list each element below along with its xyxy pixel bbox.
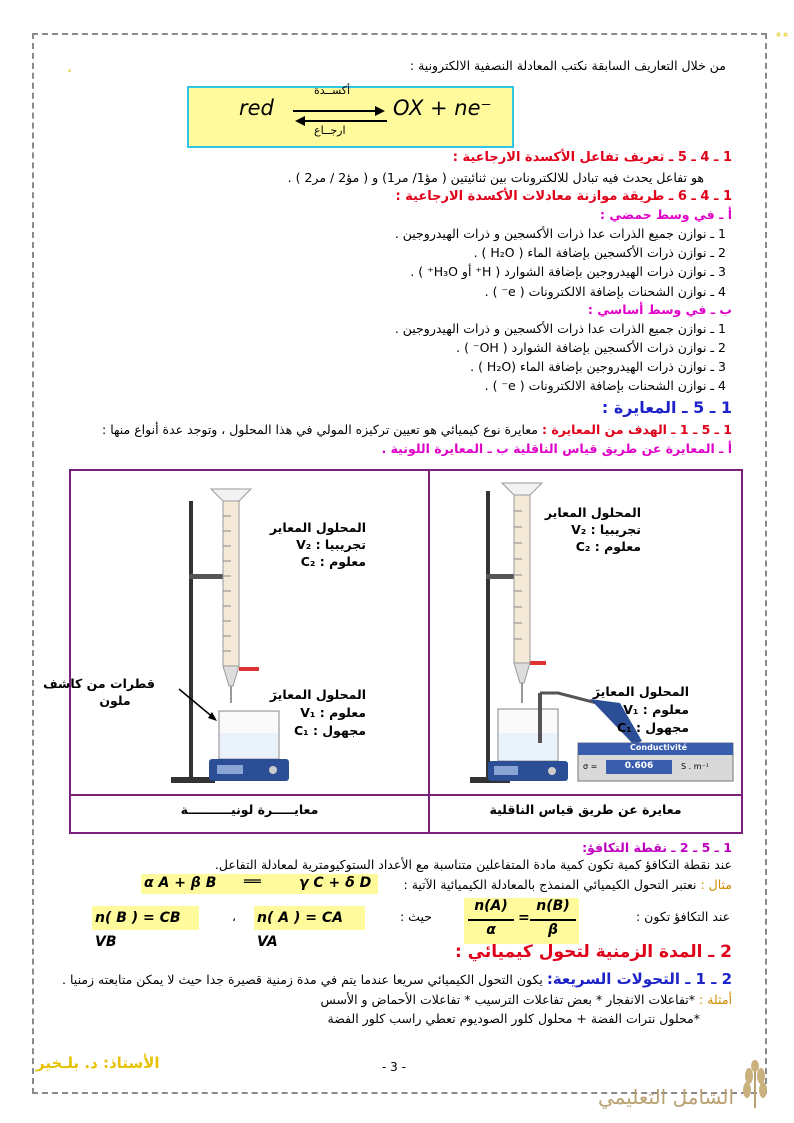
oxidation-label: أكســدة [314,84,351,97]
examples-line-2: *محلول نترات الفضة + محلول كلور الصوديوم تعطي راسب كلور الفضة [327,1011,700,1026]
base-step-2: 2 ـ نوازن ذرات الأكسجين بإضافة الشوارد ( OH⁻ ) . [456,340,726,355]
reaction-right: γ C + δ D [299,875,372,891]
base-step-4: 4 ـ نوازن الشحنات بإضافة الالكترونات ( e⁻ ) . [484,378,726,393]
right-titrant-volume: تجريبيا : V₂ [571,522,641,537]
ratio-den-left: α [486,922,496,938]
titration-figure [43,469,743,834]
left-titrated-name: المحلول المعايرَ [269,687,366,702]
equation-right: OX + ne⁻ [393,96,492,120]
corner-ornament: ˚˚ [775,33,789,49]
left-titrated-volume: معلوم : V₁ [300,705,366,720]
titration-types: أ ـ المعايرة عن طريق قياس الناقلية ب ـ المعايرة اللونية . [381,441,732,456]
fast-transformations-label: 2 ـ 1 ـ التحولات السريعة: [546,970,732,988]
right-titrated-conc: مجهول : C₁ [616,720,689,735]
reaction-arrow: ══ [244,874,261,890]
ratio-num-right: n(B) [536,898,570,914]
right-titrated-label [593,683,689,737]
colorimetric-setup-drawing [43,471,426,791]
indicator-drops-line1: قطرات من كاشف [43,676,155,691]
acid-medium-title: أ ـ في وسط حمضي : [600,207,732,222]
examples-line [321,992,732,1007]
left-titrated-conc: مجهول : C₁ [293,723,366,738]
left-titrated-label [270,686,366,740]
comma-separator: ، [232,910,236,924]
half-equation-box [187,86,514,148]
wheat-logo-icon [735,1060,775,1110]
left-titrant-label [270,519,366,570]
ratio-bar-right [530,919,576,921]
fast-transformations-text: يكون التحول الكيميائي سريعا عندما يتم في مدة زمنية قصيرة جدا حيث لا يمكن متابعته زمنيا . [62,972,543,987]
meter-sigma: σ = [583,762,598,771]
reaction-left: α A + β B [144,875,217,891]
right-titrated-name: المحلول المعايرَ [592,684,689,699]
meter-value: 0.606 [624,761,654,771]
caption-divider [71,794,741,796]
right-titrated-volume: معلوم : V₁ [623,702,689,717]
nA-formula: n( A ) = CA VA [254,906,365,930]
indicator-drops-line2: ملون [99,693,131,708]
section-title-duration: 2 ـ المدة الزمنية لتحول كيميائي : [454,942,732,962]
ratio-den-right: β [547,922,559,938]
example-line [404,877,732,892]
where-label: حيث : [400,909,432,924]
right-titrant-label [545,504,641,555]
indicator-drops-label [43,675,155,709]
right-titrant-conc: معلوم : C₂ [575,539,641,554]
reduction-label: ارجــاع [314,124,346,137]
acid-step-3: 3 ـ نوازن ذرات الهيدروجين بإضافة الشوارد ( H⁺ أو H₃O⁺ ) . [410,264,726,279]
reaction-equation [141,874,378,894]
titration-goal [102,422,732,437]
acid-step-2: 2 ـ نوازن ذرات الأكسجين بإضافة الماء ( H₂O ) . [473,245,726,260]
ratio-bar-left [468,919,514,921]
titration-goal-label: 1 ـ 5 ـ 1 ـ الهدف من المعايرة : [541,422,732,437]
fast-transformations [62,970,732,988]
example-label: مثال : [700,877,732,892]
section-title-balancing: 1 ـ 4 ـ 6 ـ طريقة موازنة معادلات الأكسدة الارجاعية : [395,189,732,204]
left-titrant-conc: معلوم : C₂ [300,554,366,569]
teacher-name: الأستاذ: د. بلـخير [36,1054,160,1072]
intro-text: من خلال التعاريف السابقة نكتب المعادلة النصفية الالكترونية : [409,58,726,73]
examples-text: *تفاعلات الانفجار * بعض تفاعلات الترسيب * تفاعلات الأحماض و الأسس [320,992,696,1007]
ratio-num-left: n(A) [474,898,508,914]
brand-logo-text: الشامل التعليمي [598,1085,735,1109]
redox-definition-text: هو تفاعل يحدث فيه تبادل للالكترونات بين ثنائيتين ( مؤ1/ مر1) و ( مؤ2 / مر2 ) . [287,170,704,185]
right-titrant-name: المحلول المعاير [544,505,641,520]
left-caption: معايـــــرة لونيــــــــــة [180,802,319,817]
examples-label: أمثلة : [699,992,732,1007]
base-medium-title: ب ـ في وسط أساسي : [587,302,732,317]
ratio-formula [464,898,579,944]
right-caption: معايرة عن طريق قياس الناقلية [489,802,682,817]
section-title-redox-definition: 1 ـ 4 ـ 5 ـ تعريف تفاعل الأكسدة الارجاعية : [452,150,732,165]
section-title-titration: 1 ـ 5 ـ المعايرة : [601,398,732,417]
page-number: - 3 - [382,1060,406,1074]
equilibrium-arrows-icon [293,105,387,127]
section-title-equivalence: 1 ـ 5 ـ 2 ـ نقطة التكافؤ: [582,840,732,855]
equivalence-text: عند نقطة التكافؤ كمية تكون كمية مادة المتفاعلين متناسبة مع الأعداد الستوكيومترية لمعادلة التفاعل. [214,857,732,872]
base-step-1: 1 ـ نوازن جميع الذرات عدا ذرات الأكسجين و ذرات الهيدروجين . [394,321,726,336]
meter-title: Conductivité [630,743,687,752]
equation-left: red [239,96,274,120]
equivalence-label: عند التكافؤ تكون : [636,909,731,924]
corner-ornament-left: ˚ [67,70,72,81]
meter-unit: S . m⁻¹ [681,762,709,771]
example-text: نعتبر التحول الكيميائي المنمذج بالمعادلة الكيميائية الآتية : [403,877,697,892]
titration-goal-text: معايرة نوع كيميائي هو تعيين تركيزه المولي في هذا المحلول ، وتوجد عدة أنواع منها : [102,422,538,437]
left-titrant-name: المحلول المعاير [269,520,366,535]
base-step-3: 3 ـ نوازن ذرات الهيدروجين بإضافة الماء (H₂O ) . [470,359,726,374]
left-titrant-volume: تجريبيا : V₂ [296,537,366,552]
acid-step-4: 4 ـ نوازن الشحنات بإضافة الالكترونات ( e⁻ ) . [484,284,726,299]
nB-formula: n( B ) = CB VB [92,906,199,930]
acid-step-1: 1 ـ نوازن جميع الذرات عدا ذرات الأكسجين و ذرات الهيدروجين . [394,226,726,241]
ratio-equals: = [518,910,530,926]
